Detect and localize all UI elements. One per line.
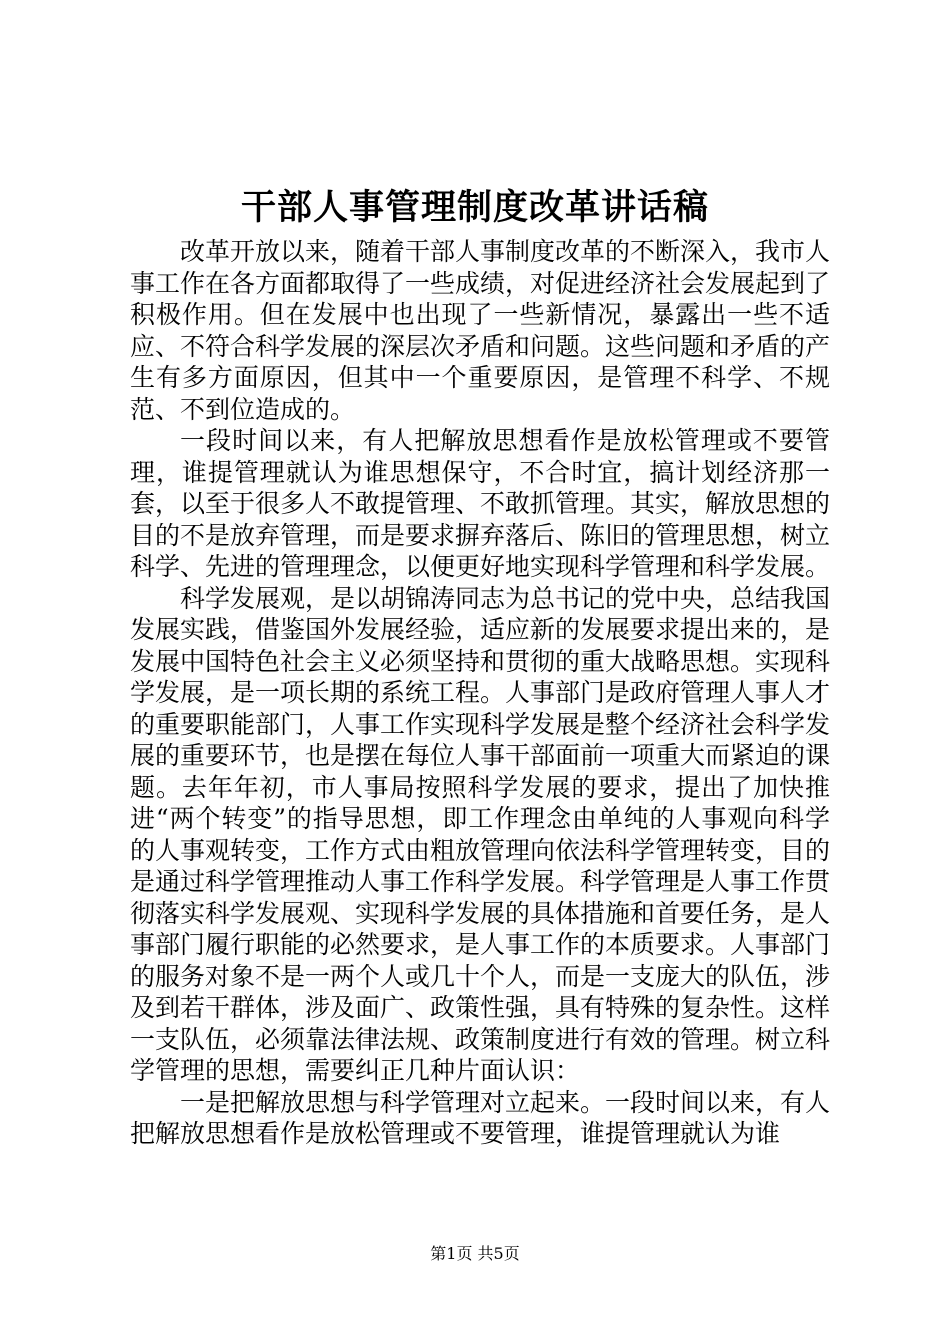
page-number-footer: 第1页 共5页 xyxy=(430,1244,520,1263)
paragraph-3: 科学发展观，是以胡锦涛同志为总书记的党中央，总结我国发展实践，借鉴国外发展经验，适应新的发展要求提出来的，是发展中国特色社会主义必须坚持和贯彻的重大战略思想。实现科学发展，是一项长期的系统工程。人事部门是政府管理人事人才的重要职能部门，人事工作实现科学发展是整个经济社会科学发展的重要环节，也是摆在每位人事干部面前一项重大而紧迫的课题。去年年初，市人事局按照科学发展的要求，提出了加快推进“两个转变”的指导思想，即工作理念由单纯的人事观向科学的人事观转变，工作方式由粗放管理向依法科学管理转变，目的是通过科学管理推动人事工作科学发展。科学管理是人事工作贯彻落实科学发展观、实现科学发展的具体措施和首要任务，是人事部门履行职能的必然要求，是人事工作的本质要求。人事部门的服务对象不是一两个人或几十个人，而是一支庞大的队伍，涉及到若干群体，涉及面广、政策性强，具有特殊的复杂性。这样一支队伍，必须靠法律法规、政策制度进行有效的管理。树立科学管理的思想，需要纠正几种片面认识： xyxy=(130,583,831,1085)
paragraph-2: 一段时间以来，有人把解放思想看作是放松管理或不要管理，谁提管理就认为谁思想保守，不合时宜，搞计划经济那一套，以至于很多人不敢提管理、不敢抓管理。其实，解放思想的目的不是放弃管理，而是要求摒弃落后、陈旧的管理思想，树立科学、先进的管理理念，以便更好地实现科学管理和科学发展。 xyxy=(130,426,831,581)
document-body xyxy=(130,236,830,1150)
paragraph-4: 一是把解放思想与科学管理对立起来。一段时间以来，有人把解放思想看作是放松管理或不要管理，谁提管理就认为谁 xyxy=(130,1087,831,1148)
paragraph-1: 改革开放以来，随着干部人事制度改革的不断深入，我市人事工作在各方面都取得了一些成绩，对促进经济社会发展起到了积极作用。但在发展中也出现了一些新情况，暴露出一些不适应、不符合科学发展的深层次矛盾和问题。这些问题和矛盾的产生有多方面原因，但其中一个重要原因，是管理不科学、不规范、不到位造成的。 xyxy=(130,237,831,424)
document-title: 干部人事管理制度改革讲话稿 xyxy=(240,187,709,228)
